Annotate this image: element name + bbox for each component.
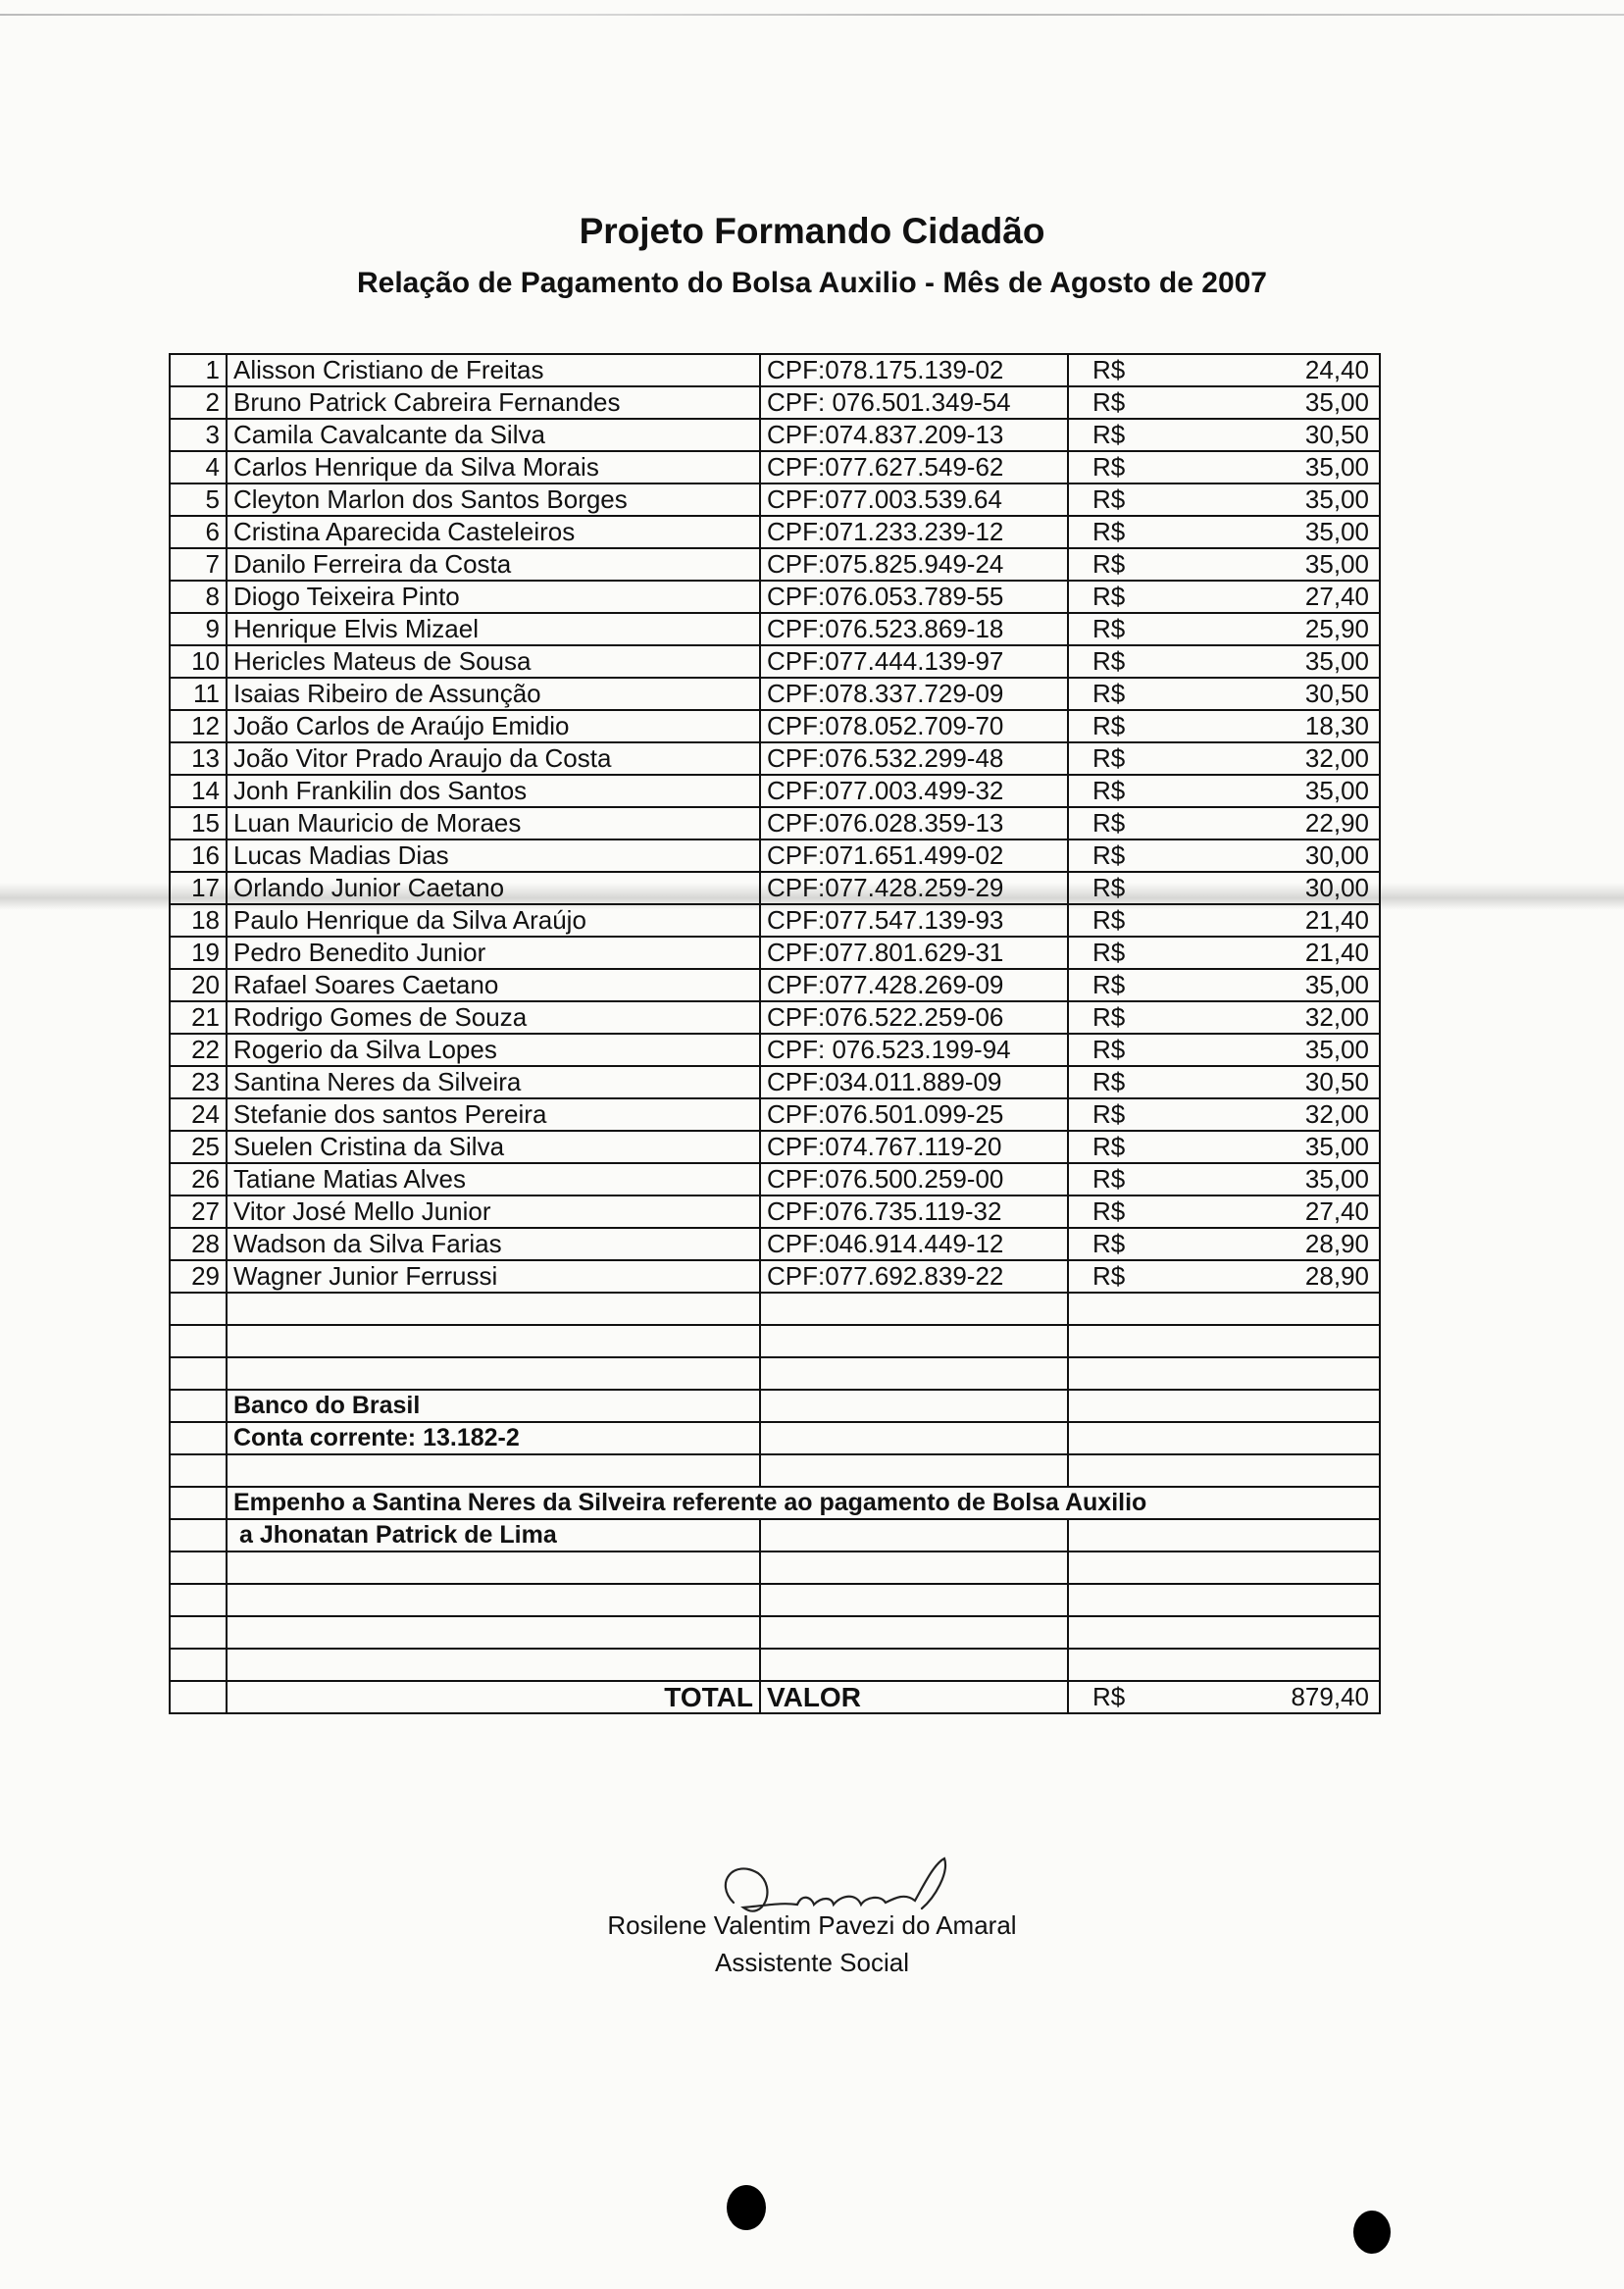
row-amount-value: 32,00 [1304, 743, 1369, 773]
row-amount-value: 32,00 [1304, 1099, 1369, 1129]
row-currency: R$ [1092, 970, 1126, 999]
row-amount [1068, 548, 1380, 581]
row-number: 15 [170, 807, 227, 839]
payment-rows [170, 354, 1380, 1293]
row-currency: R$ [1092, 840, 1126, 870]
table-row [170, 645, 1380, 678]
blank-row [170, 1454, 1380, 1487]
note-line-2: a Jhonatan Patrick de Lima [227, 1519, 760, 1551]
row-name: Suelen Cristina da Silva [227, 1131, 760, 1163]
table-row [170, 1098, 1380, 1131]
row-name: Cristina Aparecida Casteleiros [227, 516, 760, 548]
row-currency: R$ [1092, 484, 1126, 514]
row-number: 24 [170, 1098, 227, 1131]
row-currency: R$ [1092, 743, 1126, 773]
row-number: 5 [170, 483, 227, 516]
row-amount-value: 35,00 [1304, 1035, 1369, 1064]
row-amount [1068, 483, 1380, 516]
blank-row [170, 1357, 1380, 1390]
row-number: 27 [170, 1195, 227, 1228]
row-amount [1068, 386, 1380, 419]
row-amount [1068, 937, 1380, 969]
row-amount [1068, 1098, 1380, 1131]
row-number: 14 [170, 775, 227, 807]
row-currency: R$ [1092, 1261, 1126, 1291]
row-cpf: CPF:077.428.259-29 [760, 872, 1068, 904]
row-amount-value: 24,40 [1304, 355, 1369, 384]
row-cpf: CPF:078.052.709-70 [760, 710, 1068, 742]
row-amount-value: 30,50 [1304, 679, 1369, 708]
row-number: 6 [170, 516, 227, 548]
row-amount [1068, 645, 1380, 678]
row-name: Camila Cavalcante da Silva [227, 419, 760, 451]
table-row [170, 419, 1380, 451]
row-number: 13 [170, 742, 227, 775]
row-amount-value: 30,00 [1304, 840, 1369, 870]
row-currency: R$ [1092, 452, 1126, 482]
table-row [170, 386, 1380, 419]
row-amount [1068, 742, 1380, 775]
bank-row [170, 1390, 1380, 1422]
row-cpf: CPF:074.767.119-20 [760, 1131, 1068, 1163]
row-name: Stefanie dos santos Pereira [227, 1098, 760, 1131]
row-amount [1068, 904, 1380, 937]
row-amount-value: 35,00 [1304, 549, 1369, 579]
row-number: 8 [170, 581, 227, 613]
row-amount [1068, 775, 1380, 807]
row-amount-value: 28,90 [1304, 1229, 1369, 1258]
row-number: 9 [170, 613, 227, 645]
row-cpf: CPF:076.501.099-25 [760, 1098, 1068, 1131]
row-currency: R$ [1092, 1229, 1126, 1258]
row-number: 4 [170, 451, 227, 483]
row-amount-value: 30,00 [1304, 873, 1369, 902]
row-number: 2 [170, 386, 227, 419]
row-cpf: CPF: 076.501.349-54 [760, 386, 1068, 419]
row-number: 1 [170, 354, 227, 386]
table-row [170, 1195, 1380, 1228]
row-number: 29 [170, 1260, 227, 1293]
note-row [170, 1519, 1380, 1551]
row-number: 20 [170, 969, 227, 1001]
row-number: 11 [170, 678, 227, 710]
table-row [170, 483, 1380, 516]
row-cpf: CPF:076.500.259-00 [760, 1163, 1068, 1195]
row-currency: R$ [1092, 1196, 1126, 1226]
row-name: Paulo Henrique da Silva Araújo [227, 904, 760, 937]
table-row [170, 548, 1380, 581]
signatory-role: Assistente Social [715, 1948, 909, 1977]
row-name: Diogo Teixeira Pinto [227, 581, 760, 613]
row-amount [1068, 839, 1380, 872]
row-name: Jonh Frankilin dos Santos [227, 775, 760, 807]
row-currency: R$ [1092, 614, 1126, 643]
row-currency: R$ [1092, 938, 1126, 967]
row-cpf: CPF:077.428.269-09 [760, 969, 1068, 1001]
row-currency: R$ [1092, 1099, 1126, 1129]
table-row [170, 451, 1380, 483]
row-currency: R$ [1092, 355, 1126, 384]
account-row [170, 1422, 1380, 1454]
table-row [170, 1260, 1380, 1293]
row-name: Bruno Patrick Cabreira Fernandes [227, 386, 760, 419]
row-name: Vitor José Mello Junior [227, 1195, 760, 1228]
row-amount [1068, 1066, 1380, 1098]
row-name: Rodrigo Gomes de Souza [227, 1001, 760, 1034]
row-amount-value: 35,00 [1304, 452, 1369, 482]
scan-top-edge [0, 14, 1624, 16]
row-name: Alisson Cristiano de Freitas [227, 354, 760, 386]
table-row [170, 1228, 1380, 1260]
table-row [170, 807, 1380, 839]
table-row [170, 872, 1380, 904]
row-amount [1068, 1001, 1380, 1034]
row-name: Lucas Madias Dias [227, 839, 760, 872]
row-number: 23 [170, 1066, 227, 1098]
total-amount-cell [1068, 1681, 1380, 1713]
table-row [170, 839, 1380, 872]
row-amount-value: 21,40 [1304, 938, 1369, 967]
row-cpf: CPF: 076.523.199-94 [760, 1034, 1068, 1066]
row-amount-value: 28,90 [1304, 1261, 1369, 1291]
row-amount-value: 35,00 [1304, 1132, 1369, 1161]
row-amount-value: 35,00 [1304, 387, 1369, 417]
row-currency: R$ [1092, 1164, 1126, 1194]
table-row [170, 1001, 1380, 1034]
row-amount [1068, 807, 1380, 839]
row-amount [1068, 581, 1380, 613]
row-amount [1068, 1228, 1380, 1260]
row-cpf: CPF:077.801.629-31 [760, 937, 1068, 969]
blank-row [170, 1293, 1380, 1325]
row-name: Luan Mauricio de Moraes [227, 807, 760, 839]
row-amount [1068, 1195, 1380, 1228]
row-cpf: CPF:075.825.949-24 [760, 548, 1068, 581]
row-currency: R$ [1092, 711, 1126, 740]
row-amount-value: 27,40 [1304, 582, 1369, 611]
row-amount [1068, 1260, 1380, 1293]
payment-footer [170, 1293, 1380, 1713]
row-number: 28 [170, 1228, 227, 1260]
row-cpf: CPF:034.011.889-09 [760, 1066, 1068, 1098]
row-currency: R$ [1092, 582, 1126, 611]
row-name: Carlos Henrique da Silva Morais [227, 451, 760, 483]
row-number: 18 [170, 904, 227, 937]
row-cpf: CPF:074.837.209-13 [760, 419, 1068, 451]
row-number: 3 [170, 419, 227, 451]
row-number: 7 [170, 548, 227, 581]
row-number: 16 [170, 839, 227, 872]
row-amount-value: 35,00 [1304, 646, 1369, 676]
row-cpf: CPF:077.547.139-93 [760, 904, 1068, 937]
table-row [170, 1131, 1380, 1163]
total-amount: 879,40 [1291, 1682, 1369, 1711]
row-amount [1068, 1131, 1380, 1163]
table-row [170, 775, 1380, 807]
table-row [170, 1163, 1380, 1195]
row-currency: R$ [1092, 420, 1126, 449]
row-amount [1068, 354, 1380, 386]
row-cpf: CPF:076.523.869-18 [760, 613, 1068, 645]
row-amount-value: 30,50 [1304, 1067, 1369, 1096]
row-cpf: CPF:077.003.539.64 [760, 483, 1068, 516]
row-cpf: CPF:077.627.549-62 [760, 451, 1068, 483]
table-row [170, 516, 1380, 548]
page-title: Projeto Formando Cidadão [579, 211, 1045, 251]
row-name: Rogerio da Silva Lopes [227, 1034, 760, 1066]
table-row [170, 710, 1380, 742]
row-number: 21 [170, 1001, 227, 1034]
note-row [170, 1487, 1380, 1519]
row-amount-value: 21,40 [1304, 905, 1369, 935]
row-cpf: CPF:046.914.449-12 [760, 1228, 1068, 1260]
bank-account: Conta corrente: 13.182-2 [227, 1422, 760, 1454]
total-row [170, 1681, 1380, 1713]
row-cpf: CPF:076.028.359-13 [760, 807, 1068, 839]
row-name: Cleyton Marlon dos Santos Borges [227, 483, 760, 516]
row-number: 19 [170, 937, 227, 969]
row-cpf: CPF:071.233.239-12 [760, 516, 1068, 548]
blank-row [170, 1584, 1380, 1616]
row-cpf: CPF:076.532.299-48 [760, 742, 1068, 775]
row-number: 17 [170, 872, 227, 904]
row-name: Danilo Ferreira da Costa [227, 548, 760, 581]
row-amount [1068, 613, 1380, 645]
row-currency: R$ [1092, 1002, 1126, 1032]
row-currency: R$ [1092, 776, 1126, 805]
row-number: 10 [170, 645, 227, 678]
row-name: Pedro Benedito Junior [227, 937, 760, 969]
blank-row [170, 1551, 1380, 1584]
row-cpf: CPF:077.003.499-32 [760, 775, 1068, 807]
row-currency: R$ [1092, 549, 1126, 579]
row-amount [1068, 710, 1380, 742]
table-row [170, 742, 1380, 775]
row-amount [1068, 1163, 1380, 1195]
row-amount [1068, 419, 1380, 451]
bank-name: Banco do Brasil [227, 1390, 760, 1422]
punch-hole [727, 2185, 766, 2230]
row-cpf: CPF:076.053.789-55 [760, 581, 1068, 613]
row-currency: R$ [1092, 905, 1126, 935]
row-currency: R$ [1092, 808, 1126, 838]
row-name: Hericles Mateus de Sousa [227, 645, 760, 678]
page-subtitle: Relação de Pagamento do Bolsa Auxilio - Mês de Agosto de 2007 [356, 267, 1267, 299]
row-amount [1068, 451, 1380, 483]
row-cpf: CPF:078.175.139-02 [760, 354, 1068, 386]
table-row [170, 1034, 1380, 1066]
table-row [170, 937, 1380, 969]
row-name: João Vitor Prado Araujo da Costa [227, 742, 760, 775]
row-currency: R$ [1092, 679, 1126, 708]
row-currency: R$ [1092, 646, 1126, 676]
row-amount-value: 25,90 [1304, 614, 1369, 643]
row-currency: R$ [1092, 1067, 1126, 1096]
row-number: 26 [170, 1163, 227, 1195]
punch-hole [1353, 2211, 1391, 2254]
row-name: Santina Neres da Silveira [227, 1066, 760, 1098]
table-row [170, 969, 1380, 1001]
row-amount-value: 35,00 [1304, 484, 1369, 514]
row-name: Wadson da Silva Farias [227, 1228, 760, 1260]
row-number: 12 [170, 710, 227, 742]
table-row [170, 581, 1380, 613]
blank-row [170, 1649, 1380, 1681]
row-amount-value: 35,00 [1304, 776, 1369, 805]
row-amount-value: 18,30 [1304, 711, 1369, 740]
row-amount [1068, 872, 1380, 904]
row-cpf: CPF:076.735.119-32 [760, 1195, 1068, 1228]
row-name: Isaias Ribeiro de Assunção [227, 678, 760, 710]
row-name: João Carlos de Araújo Emidio [227, 710, 760, 742]
table-row [170, 613, 1380, 645]
blank-row [170, 1616, 1380, 1649]
row-number: 25 [170, 1131, 227, 1163]
total-currency: R$ [1092, 1682, 1126, 1711]
row-currency: R$ [1092, 387, 1126, 417]
row-currency: R$ [1092, 1035, 1126, 1064]
payment-table [169, 353, 1381, 1714]
row-currency: R$ [1092, 873, 1126, 902]
row-amount-value: 22,90 [1304, 808, 1369, 838]
table-row [170, 354, 1380, 386]
row-name: Tatiane Matias Alves [227, 1163, 760, 1195]
row-currency: R$ [1092, 1132, 1126, 1161]
row-amount [1068, 1034, 1380, 1066]
table-row [170, 1066, 1380, 1098]
row-cpf: CPF:071.651.499-02 [760, 839, 1068, 872]
note-line-1: Empenho a Santina Neres da Silveira referente ao pagamento de Bolsa Auxilio [227, 1487, 1380, 1519]
row-amount-value: 27,40 [1304, 1196, 1369, 1226]
row-cpf: CPF:078.337.729-09 [760, 678, 1068, 710]
row-name: Rafael Soares Caetano [227, 969, 760, 1001]
row-amount [1068, 516, 1380, 548]
row-amount [1068, 678, 1380, 710]
table-row [170, 678, 1380, 710]
row-amount [1068, 969, 1380, 1001]
row-amount-value: 30,50 [1304, 420, 1369, 449]
row-name: Orlando Junior Caetano [227, 872, 760, 904]
valor-label: VALOR [760, 1681, 1068, 1713]
row-amount-value: 35,00 [1304, 1164, 1369, 1194]
signatory-name: Rosilene Valentim Pavezi do Amaral [607, 1910, 1017, 1940]
row-amount-value: 32,00 [1304, 1002, 1369, 1032]
row-number: 22 [170, 1034, 227, 1066]
row-cpf: CPF:077.444.139-97 [760, 645, 1068, 678]
row-name: Wagner Junior Ferrussi [227, 1260, 760, 1293]
row-cpf: CPF:076.522.259-06 [760, 1001, 1068, 1034]
row-amount-value: 35,00 [1304, 970, 1369, 999]
row-amount-value: 35,00 [1304, 517, 1369, 546]
total-label: TOTAL [227, 1681, 760, 1713]
blank-row [170, 1325, 1380, 1357]
row-cpf: CPF:077.692.839-22 [760, 1260, 1068, 1293]
row-name: Henrique Elvis Mizael [227, 613, 760, 645]
table-row [170, 904, 1380, 937]
row-currency: R$ [1092, 517, 1126, 546]
